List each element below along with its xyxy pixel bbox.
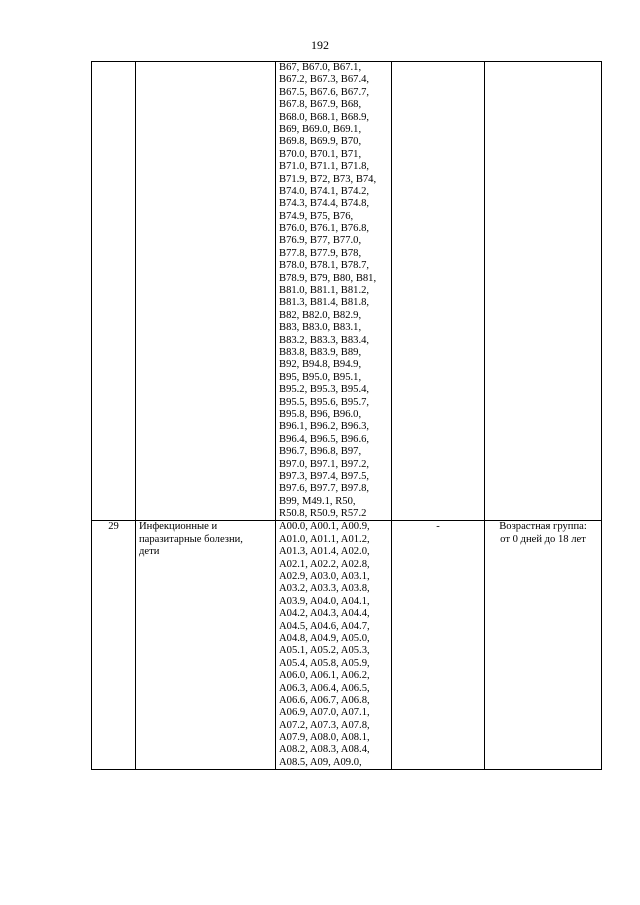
extra-criteria-value: - <box>436 521 440 533</box>
group-name-line: Инфекционные и <box>139 521 218 533</box>
icd-codes-cell <box>276 521 392 770</box>
group-name-line: дети <box>139 546 160 558</box>
icd-code-line: B96.4, B96.5, B96.6, <box>279 433 370 445</box>
icd-code-line: B70.0, B70.1, B71, <box>279 148 362 160</box>
icd-code-line: A06.6, A06.7, A06.8, <box>279 694 370 706</box>
age-group-line: от 0 дней до 18 лет <box>500 533 586 545</box>
icd-code-line: B83.8, B83.9, B89, <box>279 346 362 358</box>
icd-code-line: B97.0, B97.1, B97.2, <box>279 458 370 470</box>
icd-code-line: B67, B67.0, B67.1, <box>279 62 362 73</box>
icd-code-line: B67.5, B67.6, B67.7, <box>279 86 370 98</box>
icd-code-line: B82, B82.0, B82.9, <box>279 309 362 321</box>
diagnosis-codes-table <box>91 61 602 770</box>
icd-code-line: A08.2, A08.3, A08.4, <box>279 744 370 756</box>
icd-code-line: A07.9, A08.0, A08.1, <box>279 732 370 744</box>
icd-code-line: A03.9, A04.0, A04.1, <box>279 595 370 607</box>
icd-code-line: B77.8, B77.9, B78, <box>279 247 362 259</box>
page-number: 192 <box>311 38 329 52</box>
icd-code-line: A02.1, A02.2, A02.8, <box>279 558 370 570</box>
icd-code-line: A07.2, A07.3, A07.8, <box>279 719 370 731</box>
icd-code-line: B83, B83.0, B83.1, <box>279 322 362 334</box>
group-name-cell <box>136 521 276 770</box>
icd-code-line: B95.2, B95.3, B95.4, <box>279 384 370 396</box>
group-name-line: паразитарные болезни, <box>139 533 243 545</box>
icd-code-line: B74.9, B75, B76, <box>279 210 354 222</box>
icd-code-line: B96.7, B96.8, B97, <box>279 446 362 458</box>
icd-code-line: A01.0, A01.1, A01.2, <box>279 533 370 545</box>
icd-code-line: A08.5, A09, A09.0, <box>279 756 362 768</box>
icd-code-line: A02.9, A03.0, A03.1, <box>279 571 370 583</box>
icd-code-line: B68.0, B68.1, B68.9, <box>279 111 370 123</box>
age-group-line: Возрастная группа: <box>499 521 587 533</box>
icd-codes-list <box>276 521 391 769</box>
icd-code-line: B76.0, B76.1, B76.8, <box>279 223 370 235</box>
icd-code-line: B71.9, B72, B73, B74, <box>279 173 377 185</box>
icd-code-line: B95, B95.0, B95.1, <box>279 371 362 383</box>
icd-code-line: B81.3, B81.4, B81.8, <box>279 297 370 309</box>
icd-code-line: B97.3, B97.4, B97.5, <box>279 470 370 482</box>
icd-code-line: B67.2, B67.3, B67.4, <box>279 74 370 86</box>
icd-code-line: B74.0, B74.1, B74.2, <box>279 185 370 197</box>
icd-code-line: A03.2, A03.3, A03.8, <box>279 583 370 595</box>
icd-codes-list <box>276 62 391 520</box>
age-group-cell <box>485 521 602 770</box>
icd-code-line: A06.3, A06.4, A06.5, <box>279 682 370 694</box>
group-name-cell <box>136 62 276 521</box>
icd-code-line: B81.0, B81.1, B81.2, <box>279 285 370 297</box>
icd-code-line: B99, M49.1, R50, <box>279 495 356 507</box>
icd-code-line: A05.4, A05.8, A05.9, <box>279 657 370 669</box>
icd-code-line: B69, B69.0, B69.1, <box>279 123 362 135</box>
icd-code-line: A04.2, A04.3, A04.4, <box>279 608 370 620</box>
icd-code-line: A01.3, A01.4, A02.0, <box>279 546 370 558</box>
icd-code-line: B95.5, B95.6, B95.7, <box>279 396 370 408</box>
icd-code-line: B71.0, B71.1, B71.8, <box>279 161 370 173</box>
icd-code-line: A00.0, A00.1, A00.9, <box>279 521 370 533</box>
extra-criteria-cell <box>392 62 485 521</box>
icd-code-line: B78.9, B79, B80, B81, <box>279 272 377 284</box>
icd-code-line: B78.0, B78.1, B78.7, <box>279 260 370 272</box>
icd-code-line: A06.9, A07.0, A07.1, <box>279 707 370 719</box>
row-number-cell <box>92 62 136 521</box>
age-group-cell <box>485 62 602 521</box>
icd-code-line: A05.1, A05.2, A05.3, <box>279 645 370 657</box>
icd-code-line: R50.8, R50.9, R57.2 <box>279 508 367 520</box>
icd-code-line: A06.0, A06.1, A06.2, <box>279 670 370 682</box>
icd-code-line: B95.8, B96, B96.0, <box>279 408 362 420</box>
icd-code-line: B67.8, B67.9, B68, <box>279 99 362 111</box>
icd-code-line: A04.5, A04.6, A04.7, <box>279 620 370 632</box>
extra-criteria-cell <box>392 521 485 770</box>
row-number-cell <box>92 521 136 770</box>
icd-code-line: B97.6, B97.7, B97.8, <box>279 483 370 495</box>
icd-code-line: B69.8, B69.9, B70, <box>279 136 362 148</box>
icd-code-line: B96.1, B96.2, B96.3, <box>279 421 370 433</box>
icd-code-line: B74.3, B74.4, B74.8, <box>279 198 370 210</box>
icd-codes-cell <box>276 62 392 521</box>
row-number: 29 <box>108 521 119 533</box>
icd-code-line: B92, B94.8, B94.9, <box>279 359 362 371</box>
icd-code-line: A04.8, A04.9, A05.0, <box>279 632 370 644</box>
table-row <box>92 62 602 521</box>
icd-code-line: B83.2, B83.3, B83.4, <box>279 334 370 346</box>
table-row <box>92 521 602 770</box>
icd-code-line: B76.9, B77, B77.0, <box>279 235 362 247</box>
